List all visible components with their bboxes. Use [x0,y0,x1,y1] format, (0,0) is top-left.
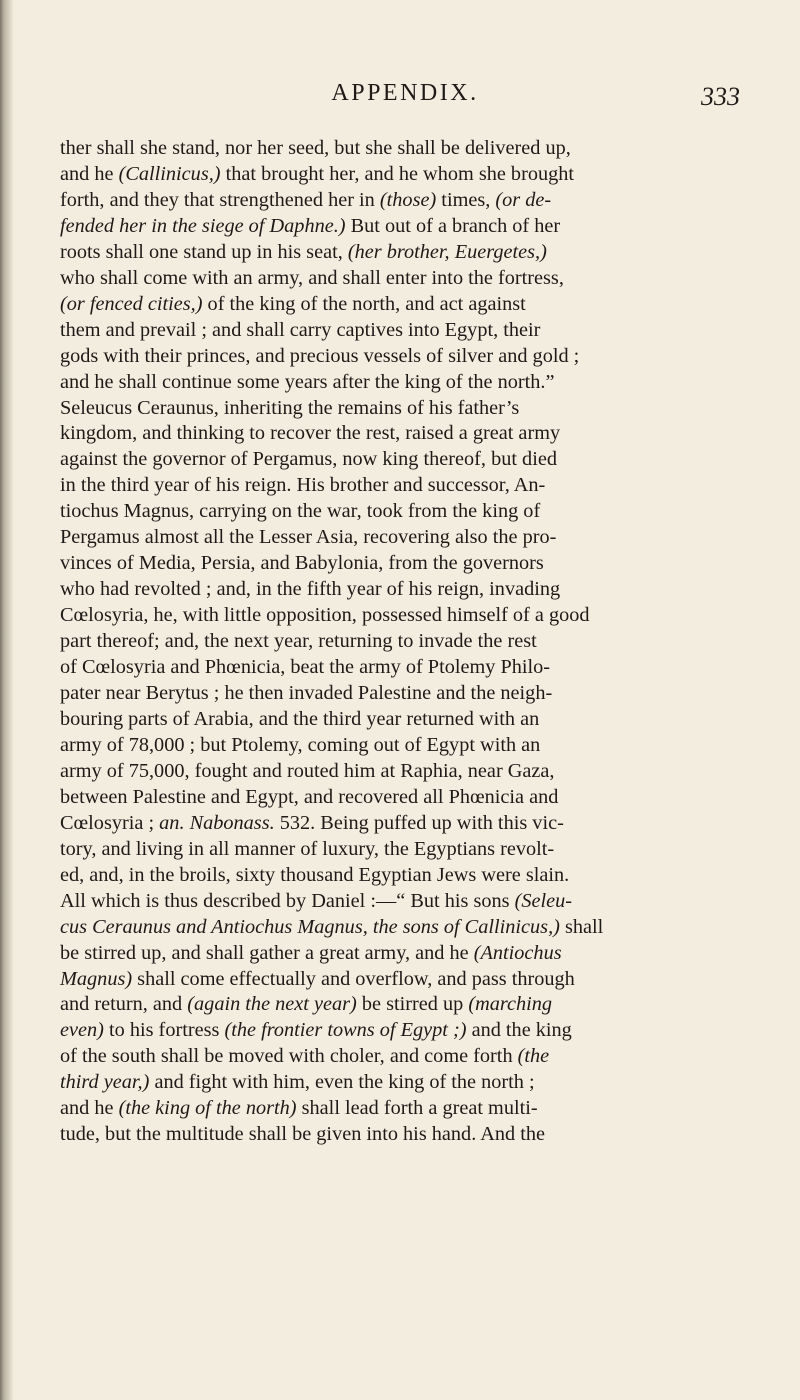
text-line [60,707,744,733]
text-line [60,499,744,525]
text-line [60,370,744,396]
text-line [60,473,744,499]
text-segment: tude, but the multitude shall be given into his hand. And the [60,1123,545,1146]
italic-segment: (or fenced cities,) [60,292,203,315]
text-line [60,837,744,863]
text-segment: Cœlosyria, he, with little opposition, possessed himself of a good [60,604,590,627]
text-line [60,915,744,941]
text-line [60,603,744,629]
italic-segment: (the [517,1045,550,1068]
italic-segment: (her brother, Euergetes,) [347,240,547,263]
text-line [60,136,744,162]
text-segment: roots shall one stand up in his seat, [60,240,348,263]
text-segment: gods with their princes, and precious vessels of silver and gold ; [60,344,580,367]
text-line [60,266,744,292]
italic-segment: an. Nabonass. [159,811,275,834]
italic-segment: (or de- [495,188,552,211]
italic-segment: even) [60,1019,104,1042]
text-line [60,863,744,889]
text-segment: of the south shall be moved with choler, and come forth [60,1045,518,1068]
text-segment: of Cœlosyria and Phœnicia, beat the army of Ptolemy Philo- [60,656,551,679]
italic-segment: fended her in the siege of Daphne.) [60,214,346,237]
text-line [60,785,744,811]
text-line [60,811,744,837]
text-segment: times, [436,188,496,211]
page-number: 333 [701,82,740,111]
text-segment: bouring parts of Arabia, and the third year returned with an [60,707,540,730]
text-segment: army of 75,000, fought and routed him at Raphia, near Gaza, [60,759,555,782]
text-segment: pater near Berytus ; he then invaded Palestine and the neigh- [60,682,553,705]
text-line [60,188,744,214]
text-segment: who had revolted ; and, in the fifth year of his reign, invading [60,578,561,601]
text-segment: against the governor of Pergamus, now king thereof, but died [60,448,557,471]
text-segment: Cœlosyria ; [60,811,160,834]
text-segment: ther shall she stand, nor her seed, but she shall be delivered up, [60,137,571,159]
text-segment: part thereof; and, the next year, returning to invade the rest [60,630,537,653]
text-segment: and he [60,1097,119,1120]
text-line [60,1096,744,1122]
text-line [60,1122,744,1148]
text-line [60,162,744,188]
text-segment: But out of a branch of her [345,214,561,237]
text-line [60,421,744,447]
text-line [60,681,744,707]
text-line [60,941,744,967]
text-segment: that brought her, and he whom she brought [220,162,575,185]
text-line [60,967,744,993]
text-segment: kingdom, and thinking to recover the rest, raised a great army [60,422,561,445]
text-line [60,447,744,473]
page-edge-shadow [0,0,14,1400]
text-segment: of the king of the north, and act against [202,292,526,315]
text-segment: Pergamus almost all the Lesser Asia, recovering also the pro- [60,526,557,549]
text-line [60,889,744,915]
text-line [60,759,744,785]
italic-segment: (Seleu- [514,889,573,912]
body-text [60,136,744,1148]
text-segment: who shall come with an army, and shall enter into the fortress, [60,266,564,289]
text-line [60,240,744,266]
text-line [60,318,744,344]
text-segment: Seleucus Ceraunus, inheriting the remains of his father’s [60,396,520,419]
italic-segment: (the king of the north) [118,1097,297,1120]
italic-segment: cus Ceraunus and Antiochus Magnus, the sons of Callinicus,) [60,915,560,938]
text-segment: tory, and living in all manner of luxury, the Egyptians revolt- [60,837,555,860]
text-segment: them and prevail ; and shall carry captives into Egypt, their [60,318,541,341]
text-segment: in the third year of his reign. His brother and successor, An- [60,474,546,497]
text-segment: shall [559,915,604,938]
text-line [60,1018,744,1044]
text-segment: and he shall continue some years after the king of the north.” [60,370,555,393]
italic-segment: Magnus) [60,967,133,990]
text-segment: ed, and, in the broils, sixty thousand Egyptian Jews were slain. [60,863,570,886]
text-segment: between Palestine and Egypt, and recovered all Phœnicia and [60,785,559,808]
italic-segment: (marching [468,993,553,1016]
text-segment: shall lead forth a great multi- [296,1097,538,1120]
text-line [60,733,744,759]
text-segment: to his fortress [103,1019,225,1042]
italic-segment: third year,) [60,1071,150,1094]
text-line [60,655,744,681]
text-line [60,577,744,603]
text-segment: forth, and they that strengthened her in [60,188,380,211]
italic-segment: (those) [379,188,437,211]
text-segment: be stirred up, and shall gather a great army, and he [60,941,474,964]
text-segment: All which is thus described by Daniel :—“ But his sons [60,889,515,912]
text-line [60,396,744,422]
italic-segment: (Antiochus [473,941,562,964]
text-line [60,214,744,240]
text-segment: 532. Being puffed up with this vic- [274,811,564,834]
text-segment: and the king [466,1019,572,1042]
text-segment: and he [60,162,119,185]
text-line [60,344,744,370]
text-segment: vinces of Media, Persia, and Babylonia, from the governors [60,552,544,575]
text-line [60,629,744,655]
running-title: APPENDIX. [331,80,479,106]
text-line [60,1070,744,1096]
text-segment: tiochus Magnus, carrying on the war, took from the king of [60,500,541,523]
text-segment: shall come effectually and overflow, and pass through [132,967,575,990]
italic-segment: (the frontier towns of Egypt ;) [224,1019,467,1042]
text-segment: army of 78,000 ; but Ptolemy, coming out of Egypt with an [60,733,541,756]
text-segment: and return, and [60,993,188,1016]
text-segment: be stirred up [356,993,469,1016]
text-line [60,992,744,1018]
text-line [60,525,744,551]
text-segment: and fight with him, even the king of the north ; [149,1071,535,1094]
text-line [60,1044,744,1070]
page-header [60,80,750,120]
italic-segment: (again the next year) [187,993,357,1016]
text-line [60,292,744,318]
italic-segment: (Callinicus,) [118,162,221,185]
text-line [60,551,744,577]
